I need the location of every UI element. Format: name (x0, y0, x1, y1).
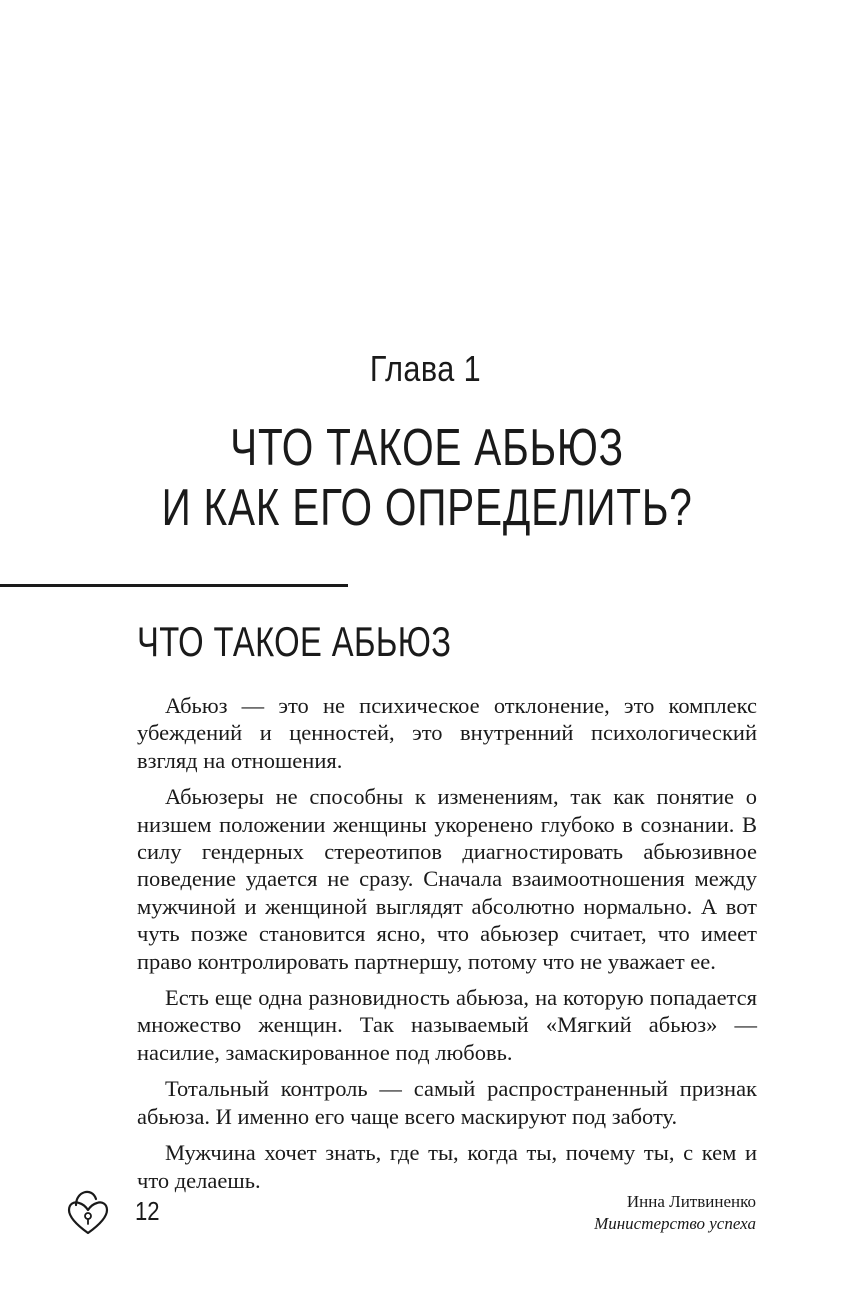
chapter-title-line-2: И КАК ЕГО ОПРЕДЕЛИТЬ? (161, 479, 693, 537)
body-text (137, 692, 757, 1203)
chapter-title-line-1: ЧТО ТАКОЕ АБЬЮЗ (230, 419, 624, 477)
paragraph: Мужчина хочет знать, где ты, когда ты, почему ты, с кем и что делаешь. (137, 1140, 757, 1193)
paragraph: Есть еще одна разновидность абьюза, на которую попадается множество женщин. Так называемый «Мягкий абьюз» — насилие, замаскированное под любовь. (137, 985, 757, 1065)
section-title: ЧТО ТАКОЕ АБЬЮЗ (137, 618, 452, 665)
chapter-label: Глава 1 (369, 348, 482, 389)
paragraph: Абьюзеры не способны к изменениям, так как понятие о низшем положении женщины укоренено глубоко в сознании. В силу гендерных стереотипов диагностировать абьюзивное поведение удается не сразу. Сначала взаимоотношения между мужчиной и женщиной выглядят абсолютно нормально. А вот чуть позже становится ясно, что абьюзер считает, что имеет право контролировать партнершу, потому что не уважает ее. (137, 784, 757, 974)
heart-lock-icon (66, 1183, 110, 1237)
footer-author: Инна Литвиненко (626, 1192, 756, 1211)
section-divider (0, 584, 348, 587)
chapter-title (98, 418, 756, 538)
paragraph: Абьюз — это не психическое отклонение, это комплекс убеждений и ценностей, это внутренний психологический взгляд на отношения. (137, 693, 757, 773)
paragraph: Тотальный контроль — самый распространенный признак абьюза. И именно его чаще всего маскируют под заботу. (137, 1076, 757, 1129)
page-number: 12 (135, 1196, 160, 1226)
footer-book-title: Министерство успеха (594, 1214, 756, 1233)
